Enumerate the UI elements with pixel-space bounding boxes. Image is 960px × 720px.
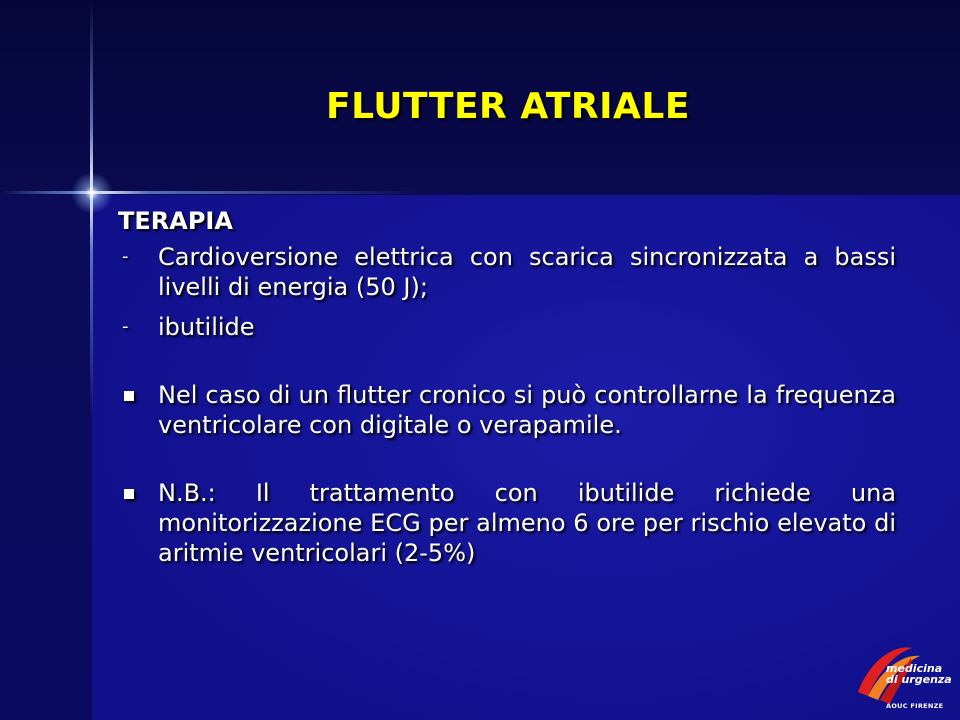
list-item xyxy=(118,242,896,302)
star-flare-horizontal xyxy=(0,191,420,194)
list-item-text: ibutilide xyxy=(158,313,255,341)
list-item-text: Nel caso di un flutter cronico si può controllarne la frequenza ventricolare con digitale o verapamile. xyxy=(158,381,896,439)
square-bullet-icon xyxy=(124,391,134,401)
slide-content xyxy=(118,206,896,568)
square-bullet-icon xyxy=(124,489,134,499)
dash-marker: - xyxy=(122,246,129,267)
list-item xyxy=(118,478,896,568)
left-band xyxy=(0,195,92,720)
logo-text xyxy=(886,663,960,685)
logo-subtitle: AOUC FIRENZE xyxy=(886,702,944,710)
section-heading: TERAPIA xyxy=(118,207,233,235)
list-item xyxy=(118,380,896,440)
list-item-text: Cardioversione elettrica con scarica sincronizzata a bassi livelli di energia (50 J); xyxy=(158,243,896,301)
list-item-text: N.B.: Il trattamento con ibutilide richiede una monitorizzazione ECG per almeno 6 ore per rischio elevato di aritmie ventricolari (2-5%) xyxy=(158,479,896,567)
dash-marker: - xyxy=(122,316,129,337)
star-flare-icon xyxy=(71,172,113,214)
logo-line-1: medicina xyxy=(886,662,943,675)
logo-line-2: di urgenza xyxy=(886,673,952,686)
list-item xyxy=(118,312,896,342)
slide-title: FLUTTER ATRIALE xyxy=(326,86,690,127)
